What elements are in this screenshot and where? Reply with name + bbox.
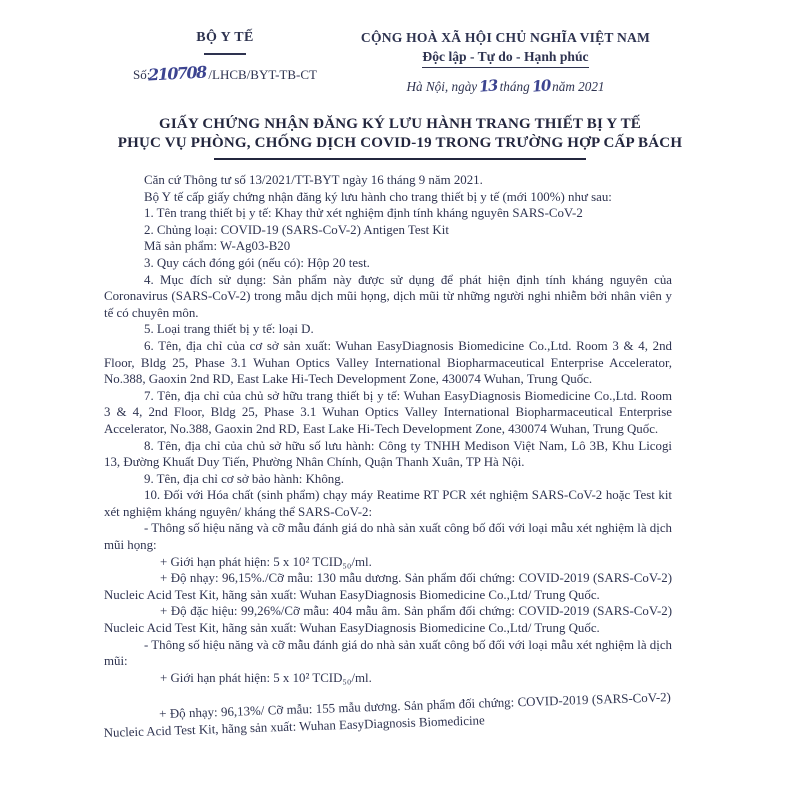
ministry-name: BỘ Y TẾ bbox=[196, 30, 254, 45]
paragraph: + Độ đặc hiệu: 99,26%/Cỡ mẫu: 404 mẫu âm. Sản phẩm đối chứng: COVID-2019 (SARS-CoV-2) Nucleic Acid Test Kit, hãng sản xuất: Wuhan EasyDiagnosis Biomedicine Co.,Ltd/ Trung Quốc. bbox=[104, 604, 672, 636]
paragraph: + Giới hạn phát hiện: 5 x 10² TCID₅₀/ml. bbox=[160, 554, 372, 569]
ministry-divider bbox=[204, 53, 246, 55]
date-month-handwritten: 10 bbox=[531, 76, 551, 96]
paragraph: 10. Đối với Hóa chất (sinh phẩm) chạy máy Reatime RT PCR xét nghiệm SARS-CoV-2 hoặc Test kit xét nghiệm kháng nguyên/ kháng thể SARS-CoV-2: bbox=[104, 488, 672, 519]
paragraph: - Thông số hiệu năng và cỡ mẫu đánh giá do nhà sản xuất công bố đối với loại mẫu xét nghiệm là dịch mũi họng: bbox=[104, 521, 672, 553]
paragraph: 3. Quy cách đóng gói (nếu có): Hộp 20 test. bbox=[144, 255, 370, 270]
motto-wrap bbox=[338, 46, 673, 68]
paragraph: 1. Tên trang thiết bị y tế: Khay thử xét nghiệm định tính kháng nguyên SARS-CoV-2 bbox=[144, 206, 583, 221]
document-title-line1: GIẤY CHỨNG NHẬN ĐĂNG KÝ LƯU HÀNH TRANG THIẾT BỊ Y TẾ bbox=[159, 116, 641, 132]
document-number-label: Số: bbox=[133, 67, 151, 82]
paragraph: 7. Tên, địa chỉ của chủ sở hữu trang thiết bị y tế: Wuhan EasyDiagnosis Biomedicine Co.,Ltd. Room 3 & 4, 2nd Floor, Bldg 25, Phase 3.1 Wuhan Optics Valley International Biopharmaceutical Enterprise Accelerator, No.388, Gaoxin 2nd RD, East Lake Hi-Tech Development Zone, 430074 Wuhan, Trung Quốc. bbox=[104, 388, 672, 436]
place-date-line bbox=[338, 77, 673, 95]
document-body bbox=[104, 172, 672, 742]
document-number-suffix: /LHCB/BYT-TB-CT bbox=[208, 67, 317, 82]
paragraph: 8. Tên, địa chỉ của chủ sở hữu số lưu hành: Công ty TNHH Medison Việt Nam, Lô 3B, Khu Licogi 13, Đường Khuất Duy Tiến, Phường Nhân Chính, Quận Thanh Xuân, TP Hà Nội. bbox=[104, 438, 672, 470]
paragraph: + Giới hạn phát hiện: 5 x 10² TCID₅₀/ml. bbox=[160, 670, 372, 685]
paragraph: + Độ nhạy: 96,15%./Cỡ mẫu: 130 mẫu dương. Sản phẩm đối chứng: COVID-2019 (SARS-CoV-2) Nucleic Acid Test Kit, hãng sản xuất: Wuhan EasyDiagnosis Biomedicine Co.,Ltd/ Trung Quốc. bbox=[104, 571, 672, 602]
title-underline bbox=[214, 158, 586, 160]
document-number-handwritten: 210708 bbox=[147, 62, 207, 85]
paragraph: 4. Mục đích sử dụng: Sản phẩm này được sử dụng để phát hiện định tính kháng nguyên của Coronavirus (SARS-CoV-2) trong mẫu dịch mũi họng, dịch mũi từ những người nghi nhiễm bởi nhân viên y tế có chuyên môn. bbox=[104, 272, 672, 320]
national-motto: Độc lập - Tự do - Hạnh phúc bbox=[422, 49, 588, 68]
paragraph: Bộ Y tế cấp giấy chứng nhận đăng ký lưu hành cho trang thiết bị y tế (mới 100%) như sau: bbox=[144, 189, 612, 204]
document-title bbox=[0, 115, 800, 160]
date-day-handwritten: 13 bbox=[478, 76, 499, 96]
paragraph: Mã sản phẩm: W-Ag03-B20 bbox=[144, 239, 291, 254]
paragraph: 6. Tên, địa chỉ của cơ sở sản xuất: Wuhan EasyDiagnosis Biomedicine Co.,Ltd. Room 3 & 4, 2nd Floor, Bldg 25, Phase 3.1 Wuhan Optics Valley International Biopharmaceutical Enterprise Accelerator, No.388, Gaoxin 2nd RD, East Lake Hi-Tech Development Zone, 430074 Wuhan, Trung Quốc. bbox=[104, 338, 672, 387]
national-title: CỘNG HOÀ XÃ HỘI CHỦ NGHĨA VIỆT NAM bbox=[360, 30, 651, 45]
paragraph: - Thông số hiệu năng và cỡ mẫu đánh giá do nhà sản xuất công bố đối với loại mẫu xét nghiệm là dịch mũi: bbox=[104, 637, 672, 669]
national-header-block bbox=[338, 30, 673, 95]
document-number bbox=[85, 64, 365, 83]
paragraph: + Độ nhạy: 96,13%/ Cỡ mẫu: 155 mẫu dương. Sản phẩm đối chứng: COVID-2019 (SARS-CoV-2) Nucleic Acid Test Kit, hãng sản xuất: Wuhan EasyDiagnosis Biomedicine bbox=[103, 690, 672, 741]
paragraph: 9. Tên, địa chỉ cơ sở bảo hành: Không. bbox=[144, 471, 344, 486]
date-suffix: năm 2021 bbox=[552, 79, 605, 94]
document-title-line2: PHỤC VỤ PHÒNG, CHỐNG DỊCH COVID-19 TRONG TRƯỜNG HỢP CẤP BÁCH bbox=[117, 134, 683, 151]
issuing-ministry-block bbox=[85, 30, 365, 83]
date-prefix: Hà Nội, ngày bbox=[406, 79, 478, 94]
paragraph: 2. Chủng loại: COVID-19 (SARS-CoV-2) Antigen Test Kit bbox=[144, 222, 449, 237]
date-month-label: tháng bbox=[499, 79, 530, 94]
paragraph: 5. Loại trang thiết bị y tế: loại D. bbox=[144, 322, 314, 337]
paragraph: Căn cứ Thông tư số 13/2021/TT-BYT ngày 16 tháng 9 năm 2021. bbox=[144, 173, 483, 187]
